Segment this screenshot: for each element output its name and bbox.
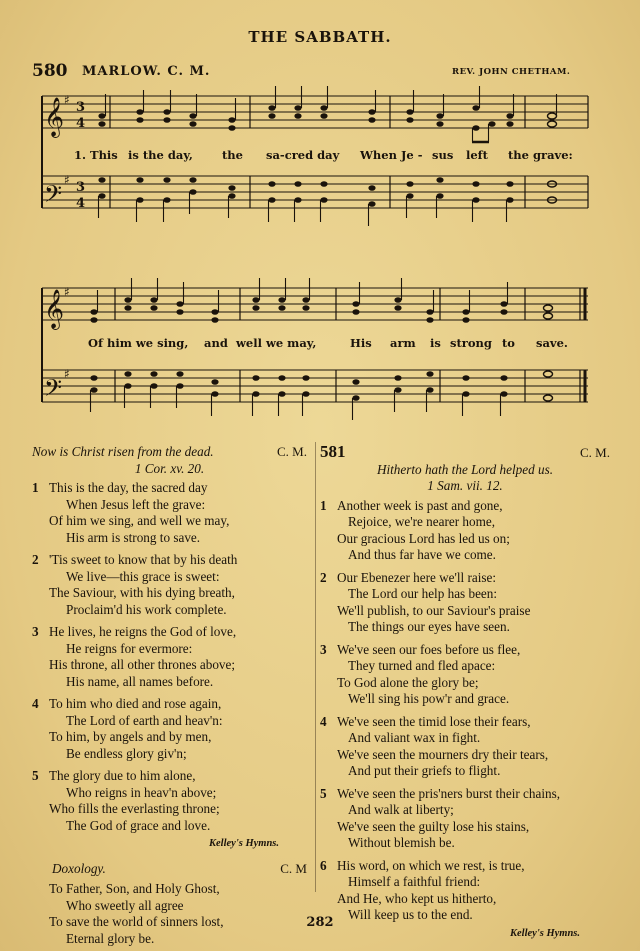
verse-line: Be endless glory giv'n; <box>66 745 187 761</box>
stanza-number: 2 <box>32 552 39 567</box>
stanza <box>32 624 307 690</box>
left-column <box>32 444 307 947</box>
page-number: 282 <box>306 915 334 930</box>
verse-line: When Jesus left the grave: <box>66 496 206 512</box>
sharp-icon: ♯ <box>64 285 70 299</box>
staff-treble-1 <box>42 96 588 128</box>
stanza-number: 1 <box>320 497 327 513</box>
verse-line: Our Ebenezer here we'll raise: <box>337 569 497 585</box>
treble-clef-icon: 𝄞 <box>44 289 65 329</box>
verse-line: Eternal glory be. <box>66 930 155 946</box>
meter: C. M. <box>277 444 307 459</box>
lyric-syllable: arm <box>390 336 416 350</box>
verse-line: We've seen our foes before us flee, <box>337 641 521 657</box>
treble-clef-icon: 𝄞 <box>44 97 65 137</box>
stanza <box>32 552 307 618</box>
stanza <box>320 714 610 780</box>
sharp-icon: ♯ <box>64 367 70 381</box>
stanza-number: 6 <box>320 857 327 873</box>
verse-line: His name, all names before. <box>66 673 214 689</box>
stanza-number: 5 <box>320 785 327 801</box>
verse-line: The Saviour, with his dying breath, <box>49 585 235 600</box>
verse-line: We've seen the timid lose their fears, <box>337 713 531 729</box>
stanza-number: 4 <box>32 696 39 711</box>
verse-line: To God alone the glory be; <box>337 674 479 690</box>
lyric-syllable: the <box>222 148 243 162</box>
column-divider <box>315 442 316 892</box>
verse-line: To save the world of sinners lost, <box>49 914 224 929</box>
lyric-syllable: is <box>430 336 441 350</box>
verse-line: We'll sing his pow'r and grace. <box>348 691 510 706</box>
verse-line: To him who died and rose again, <box>49 696 222 711</box>
hymn-title: Hitherto hath the Lord helped us. <box>376 461 554 477</box>
verse-line: The things our eyes have seen. <box>348 619 510 634</box>
verse-line: Who sweetly all agree <box>66 897 184 913</box>
lyric-syllable: well we may, <box>236 336 317 350</box>
meter: C. M. <box>580 445 610 460</box>
lyric-syllable: the grave: <box>508 148 573 162</box>
lyric-syllable: strong <box>450 336 492 350</box>
scripture-reference: 1 Cor. xv. 20. <box>134 460 205 476</box>
verse-line: Rejoice, we're nearer home, <box>348 514 495 529</box>
svg-text:4: 4 <box>76 116 86 131</box>
verse-line: 'Tis sweet to know that by his death <box>49 552 238 567</box>
right-column <box>320 444 610 942</box>
verse-line: This is the day, the sacred day <box>49 480 208 495</box>
notes-treble-1 <box>98 105 556 131</box>
verse-line: The Lord our help has been: <box>348 586 498 601</box>
stanza-number: 1 <box>32 480 39 495</box>
verse-line: His arm is strong to save. <box>66 529 201 545</box>
verse-line: And valiant wax in fight. <box>348 730 481 745</box>
verse-line: We'll publish, to our Saviour's praise <box>337 602 531 618</box>
verse-line: And put their griefs to flight. <box>348 763 501 778</box>
doxology-title: Doxology. <box>52 860 106 876</box>
verse-line: The Lord of earth and heav'n: <box>66 712 223 728</box>
hymn-number-581: 581 <box>320 442 346 461</box>
verse-line: Who reigns in heav'n above; <box>66 784 217 800</box>
bass-clef-icon: 𝄢 <box>44 374 63 407</box>
verse-line: The God of grace and love. <box>66 817 211 833</box>
verse-line: Proclaim'd his work complete. <box>66 601 227 617</box>
scripture-reference: 1 Sam. vii. 12. <box>427 478 503 493</box>
verse-line: We've seen the pris'ners burst their chains, <box>337 785 561 801</box>
verse-line: Without blemish be. <box>348 835 455 850</box>
lyric-syllable: 1. This <box>74 148 118 162</box>
music-score <box>0 0 640 440</box>
verse-line: And walk at liberty; <box>348 802 454 817</box>
running-head: THE SABBATH. <box>248 28 392 46</box>
lyric-syllable: sa-cred day <box>266 148 340 162</box>
verse-line: To Father, Son, and Holy Ghost, <box>49 881 220 896</box>
stanza <box>320 570 610 636</box>
stanza-number: 3 <box>320 641 327 657</box>
stanza <box>32 768 307 834</box>
verse-line: Another week is past and gone, <box>337 497 503 513</box>
lyric-syllable: When Je - <box>360 148 423 162</box>
verse-line: Himself a faithful friend: <box>348 874 481 889</box>
lyric-syllable: His <box>350 336 372 350</box>
hymn-title: Now is Christ risen from the dead. <box>32 444 214 459</box>
stanza <box>32 480 307 546</box>
time-signature: 3 <box>76 100 86 115</box>
verse-line: His word, on which we rest, is true, <box>337 857 525 873</box>
stanza <box>320 498 610 564</box>
sharp-icon: ♯ <box>64 173 70 187</box>
attribution: Kelley's Hymns. <box>510 927 580 939</box>
sharp-icon: ♯ <box>64 93 70 107</box>
composer: REV. JOHN CHETHAM. <box>452 67 571 77</box>
stanza-number: 3 <box>32 624 39 639</box>
stanza-number: 4 <box>320 713 327 729</box>
verse-line: His throne, all other thrones above; <box>49 657 236 672</box>
lyric-syllable: sus <box>432 148 454 162</box>
verse-line: The glory due to him alone, <box>49 768 196 783</box>
verse-line: He reigns for evermore: <box>66 640 193 656</box>
stanza-number: 2 <box>320 569 327 585</box>
lyric-syllable: Of him we sing, <box>88 336 189 350</box>
verse-line: He lives, he reigns the God of love, <box>49 624 237 639</box>
verse-line: We've seen the mourners dry their tears, <box>337 746 549 762</box>
lyric-syllable: is the day, <box>128 148 193 162</box>
svg-text:4: 4 <box>76 196 86 211</box>
hymn-number-580: 580 <box>32 61 68 81</box>
lyric-syllable: save. <box>536 336 568 350</box>
verse-line: And He, who kept us hitherto, <box>337 890 497 906</box>
lyric-syllable: to <box>502 336 515 350</box>
bass-clef-icon: 𝄢 <box>44 180 63 213</box>
verse-line: Will keep us to the end. <box>348 907 473 922</box>
stanza <box>320 786 610 852</box>
time-signature: 3 <box>76 180 86 195</box>
verse-line: And thus far have we come. <box>348 547 496 562</box>
stanza-number: 5 <box>32 768 39 783</box>
verse-line: Of him we sing, and well we may, <box>49 513 230 528</box>
verse-line: We live—this grace is sweet: <box>66 568 220 584</box>
stanza <box>32 696 307 762</box>
doxology-meter: C. M <box>280 860 307 876</box>
staff-bass-2 <box>42 370 588 402</box>
attribution: Kelley's Hymns. <box>209 838 279 849</box>
verse-line: To him, by angels and by men, <box>49 729 212 744</box>
stanza <box>320 642 610 708</box>
verse-line: Who fills the everlasting throne; <box>49 801 220 816</box>
verse-line: We've seen the guilty lose his stains, <box>337 818 530 834</box>
notes-treble-2 <box>90 297 552 323</box>
tune-name: MARLOW. C. M. <box>82 64 211 79</box>
stanza <box>320 858 610 924</box>
lyric-syllable: and <box>204 336 228 350</box>
lyric-syllable: left <box>466 148 488 162</box>
verse-line: Our gracious Lord has led us on; <box>337 530 510 546</box>
verse-line: They turned and fled apace: <box>348 658 496 673</box>
